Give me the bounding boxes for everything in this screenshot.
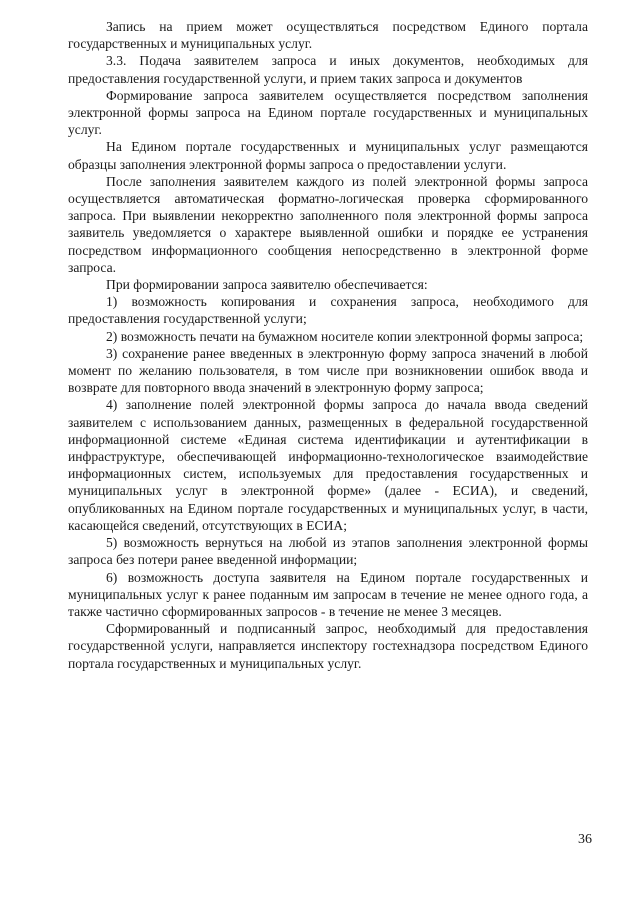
paragraph-format-check: После заполнения заявителем каждого из полей электронной формы запроса осуществляется автоматическая форматно-логическая проверка сформированного запроса. При выявлении некорректно заполненного поля электронной формы запроса заявитель уведомляется о характере выявленной ошибки и порядке ее устранения посредством информационного сообщения непосредственно в электронной форме запроса. — [68, 173, 588, 275]
paragraph-section-3-3: 3.3. Подача заявителем запроса и иных документов, необходимых для предоставления государственной услуги, и прием таких запроса и документов — [68, 53, 588, 86]
paragraph-submitted-request: Сформированный и подписанный запрос, необходимый для предоставления государственной услуги, направляется инспектору гостехнадзора посредством Единого портала государственных и муниципальных услуг. — [68, 621, 588, 671]
document-body — [68, 18, 588, 672]
paragraph-provision-intro: При формировании запроса заявителю обеспечивается: — [106, 277, 428, 293]
list-item-3: 3) сохранение ранее введенных в электронную форму запроса значений в любой момент по желанию пользователя, в том числе при возникновении ошибок ввода и возврате для повторного ввода значений в электронную форму запроса; — [68, 345, 588, 396]
list-item-4: 4) заполнение полей электронной формы запроса до начала ввода сведений заявителем с использованием данных, размещенных в федеральной государственной информационной системе «Единая система идентификации и аутентификации в инфраструктуре, обеспечивающей информационно-технологическое взаимодействие информационных систем, используемых для предоставления государственных и муниципальных услуг в электронной форме» (далее - ЕСИА), и сведений, опубликованных на Едином портале государственных и муниципальных услуг, в части, касающейся сведений, отсутствующих в ЕСИА; — [68, 397, 588, 533]
page-number: 36 — [578, 832, 592, 847]
list-item-1: 1) возможность копирования и сохранения запроса, необходимого для предоставления государственной услуги; — [68, 294, 588, 327]
paragraph-form-samples: На Едином портале государственных и муниципальных услуг размещаются образцы заполнения электронной формы запроса о предоставлении услуги. — [68, 139, 588, 172]
list-item-2: 2) возможность печати на бумажном носителе копии электронной формы запроса; — [106, 328, 584, 344]
list-item-5: 5) возможность вернуться на любой из этапов заполнения электронной формы запроса без потери ранее введенной информации; — [68, 535, 588, 568]
list-item-6: 6) возможность доступа заявителя на Едином портале государственных и муниципальных услуг к ранее поданным им запросам в течение не менее одного года, а также частично сформированных запросов - в течение не менее 3 месяцев. — [68, 569, 588, 619]
paragraph-request-forming: Формирование запроса заявителем осуществляется посредством заполнения электронной формы запроса на Едином портале государственных и муниципальных услуг. — [68, 87, 588, 138]
paragraph-appointment: Запись на прием может осуществляться посредством Единого портала государственных и муниципальных услуг. — [68, 19, 588, 52]
